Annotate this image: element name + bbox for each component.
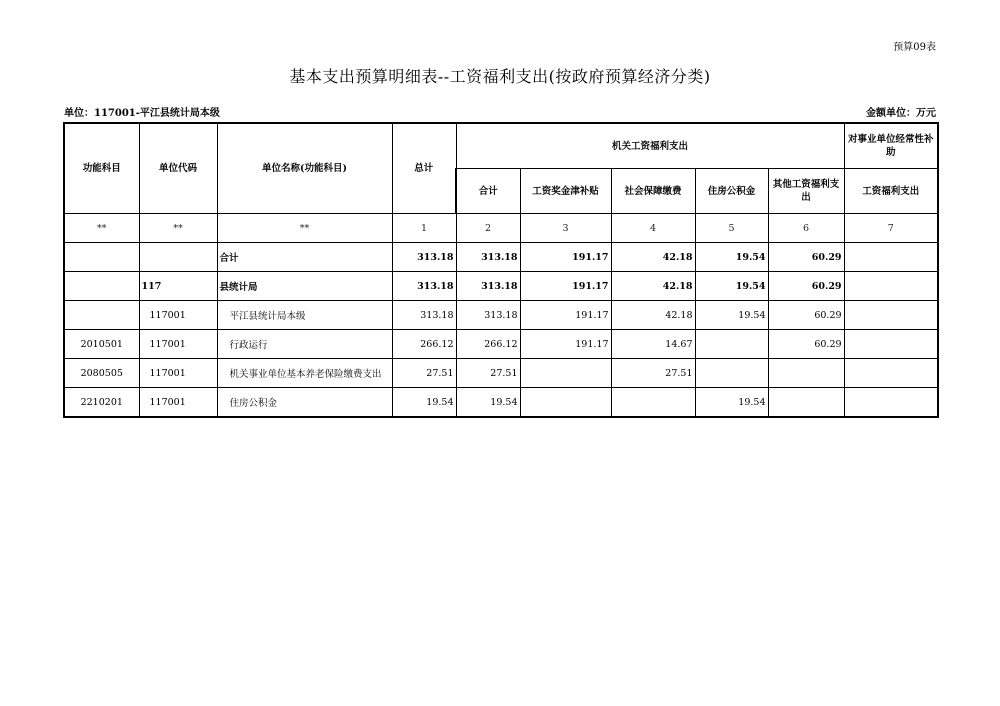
index-cell: ** [139,214,217,243]
cell-social: 42.18 [611,243,695,272]
cell-welfare [844,272,938,301]
cell-wage: 191.17 [520,272,611,301]
cell-welfare [844,359,938,388]
cell-sub-total: 27.51 [456,359,520,388]
cell-func [64,301,139,330]
index-cell: 5 [695,214,768,243]
cell-total: 19.54 [392,388,456,418]
cell-total: 27.51 [392,359,456,388]
header-total: 总计 [392,123,456,214]
header-unit-name: 单位名称(功能科目) [217,123,392,214]
cell-social: 27.51 [611,359,695,388]
header-sub-social: 社会保障缴费 [611,169,695,214]
cell-other [768,359,844,388]
index-row [64,214,938,243]
header-sub-other: 其他工资福利支出 [768,169,844,214]
table-row [64,272,938,301]
cell-other [768,388,844,418]
cell-wage: 191.17 [520,301,611,330]
header-sub-housing: 住房公积金 [695,169,768,214]
cell-welfare [844,301,938,330]
table-row [64,243,938,272]
table-row [64,359,938,388]
budget-table [63,122,939,418]
cell-total: 313.18 [392,301,456,330]
cell-housing: 19.54 [695,301,768,330]
cell-func: 2080505 [64,359,139,388]
index-cell: 4 [611,214,695,243]
cell-name: 平江县统计局本级 [217,301,392,330]
header-group-agency: 机关工资福利支出 [456,123,844,169]
header-sub-total: 合计 [456,169,520,214]
cell-sub-total: 266.12 [456,330,520,359]
cell-housing [695,330,768,359]
cell-wage: 191.17 [520,243,611,272]
cell-social: 14.67 [611,330,695,359]
cell-name: 行政运行 [217,330,392,359]
cell-sub-total: 19.54 [456,388,520,418]
table-row [64,330,938,359]
index-cell: 1 [392,214,456,243]
cell-wage [520,359,611,388]
cell-name: 住房公积金 [217,388,392,418]
cell-other: 60.29 [768,301,844,330]
header-sub-wage: 工资奖金津补贴 [520,169,611,214]
table-row [64,301,938,330]
cell-code: 117001 [139,388,217,418]
cell-other: 60.29 [768,272,844,301]
cell-total: 266.12 [392,330,456,359]
cell-code: 117001 [139,330,217,359]
cell-func: 2010501 [64,330,139,359]
cell-code: 117001 [139,359,217,388]
form-number: 预算09表 [893,42,936,53]
cell-other: 60.29 [768,330,844,359]
cell-code [139,243,217,272]
table-row [64,388,938,418]
cell-housing [695,359,768,388]
cell-housing: 19.54 [695,272,768,301]
cell-welfare [844,388,938,418]
cell-name: 合计 [217,243,392,272]
cell-sub-total: 313.18 [456,272,520,301]
amount-unit-label: 金额单位：万元 [866,108,936,119]
cell-name: 机关事业单位基本养老保险缴费支出 [217,359,392,388]
cell-welfare [844,330,938,359]
cell-func [64,243,139,272]
cell-wage [520,388,611,418]
cell-housing: 19.54 [695,243,768,272]
cell-sub-total: 313.18 [456,243,520,272]
cell-name: 县统计局 [217,272,392,301]
cell-other: 60.29 [768,243,844,272]
header-sub-welfare: 工资福利支出 [844,169,938,214]
index-cell: ** [217,214,392,243]
cell-code: 117 [139,272,217,301]
cell-housing: 19.54 [695,388,768,418]
index-cell: 7 [844,214,938,243]
cell-sub-total: 313.18 [456,301,520,330]
cell-social: 42.18 [611,301,695,330]
index-cell: 6 [768,214,844,243]
index-cell: 2 [456,214,520,243]
cell-code: 117001 [139,301,217,330]
unit-label: 单位：117001-平江县统计局本级 [64,108,220,119]
index-cell: 3 [520,214,611,243]
header-func-subject: 功能科目 [64,123,139,214]
cell-welfare [844,243,938,272]
cell-total: 313.18 [392,272,456,301]
cell-total: 313.18 [392,243,456,272]
header-group-subsidy: 对事业单位经常性补助 [844,123,938,169]
cell-wage: 191.17 [520,330,611,359]
header-unit-code: 单位代码 [139,123,217,214]
index-cell: ** [64,214,139,243]
cell-func [64,272,139,301]
cell-func: 2210201 [64,388,139,418]
cell-social: 42.18 [611,272,695,301]
cell-social [611,388,695,418]
page-title: 基本支出预算明细表--工资福利支出(按政府预算经济分类) [289,67,711,86]
